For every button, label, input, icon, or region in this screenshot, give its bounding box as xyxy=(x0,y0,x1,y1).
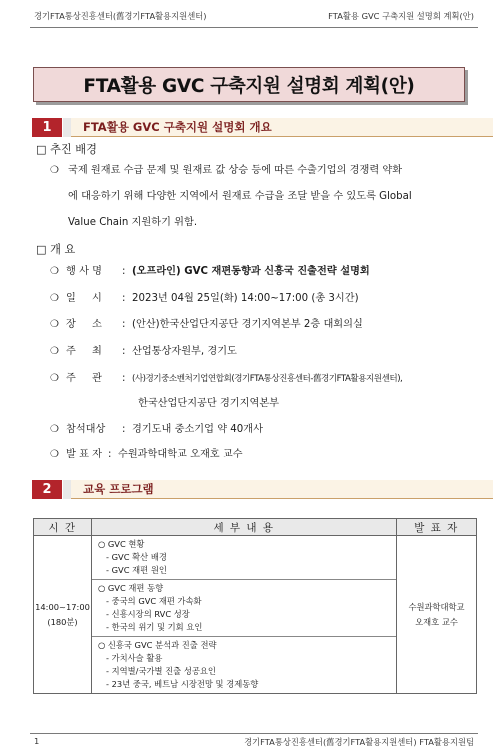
item-colon: : xyxy=(122,319,126,330)
item-label: 참석대상 xyxy=(66,424,106,435)
session-item: - 가치사슬 활용 xyxy=(106,653,163,663)
item-value: (사)경기중소벤처기업연합회(경기FTA통상진흥센터-舊경기FTA활용지원센터), xyxy=(132,374,403,384)
item-colon: : xyxy=(122,266,126,277)
background-line: 국제 원재료 수급 문제 및 원재료 값 상승 등에 따른 수출기업의 경쟁력 약화 xyxy=(68,165,403,176)
item-value: 수원과학대학교 오재호 교수 xyxy=(118,449,243,460)
details-cell xyxy=(92,536,397,694)
program-table xyxy=(33,518,477,694)
document-title-box xyxy=(33,67,465,102)
item-colon: : xyxy=(122,293,126,304)
section-title: 교육 프로그램 xyxy=(71,480,493,499)
circle-bullet-icon: ❍ xyxy=(50,346,59,357)
session-title: ○ GVC 재편 동향 xyxy=(98,583,164,593)
item-value: 경기도내 중소기업 약 40개사 xyxy=(132,424,263,435)
session-item: - 중국의 GVC 재편 가속화 xyxy=(106,596,202,606)
section-number: 2 xyxy=(32,480,62,499)
background-line: 에 대응하기 위해 다양한 지역에서 원재료 수급을 조달 받을 수 있도록 Global xyxy=(68,191,412,202)
item-colon: : xyxy=(122,373,126,384)
column-header-speaker: 발 표 자 xyxy=(397,519,477,536)
item-colon: : xyxy=(122,346,126,357)
item-label: 일 시 xyxy=(66,293,102,304)
document-title: FTA활용 GVC 구축지원 설명회 계획(안) xyxy=(83,75,415,97)
circle-bullet-icon: ❍ xyxy=(50,424,59,435)
item-label: 주 최 xyxy=(66,346,102,357)
session-item: - GVC 확산 배경 xyxy=(106,552,167,562)
header-organization: 경기FTA통상진흥센터(舊경기FTA활용지원센터) xyxy=(34,11,207,21)
session-block xyxy=(92,580,396,637)
item-label: 장 소 xyxy=(66,319,102,330)
speaker-affiliation: 수원과학대학교 xyxy=(408,601,465,612)
item-value: 2023년 04월 25일(화) 14:00~17:00 (총 3시간) xyxy=(132,293,359,304)
item-value: (안산)한국산업단지공단 경기지역본부 2층 대회의실 xyxy=(132,319,363,330)
section-divider-bar xyxy=(63,118,71,137)
circle-bullet-icon: ❍ xyxy=(50,266,59,277)
item-value: 산업통상자원부, 경기도 xyxy=(132,346,237,357)
item-value-continued: 한국산업단지공단 경기지역본부 xyxy=(138,398,280,409)
page-number: 1 xyxy=(34,736,40,746)
section-number: 1 xyxy=(32,118,62,137)
item-label: 주 관 xyxy=(66,373,102,384)
session-item: - 신흥시장의 RVC 성장 xyxy=(106,609,190,619)
duration: (180분) xyxy=(47,616,78,627)
item-value: (오프라인) GVC 재편동향과 신흥국 진출전략 설명회 xyxy=(132,266,370,277)
overview-heading: □ 개 요 xyxy=(36,243,76,256)
circle-bullet-icon: ❍ xyxy=(50,449,59,460)
footer-organization: 경기FTA통상진흥센터(舊경기FTA활용지원센터) FTA활용지원팀 xyxy=(244,737,474,747)
column-header-time: 시 간 xyxy=(34,519,92,536)
session-title: ○ GVC 현황 xyxy=(98,539,145,549)
circle-bullet-icon: ❍ xyxy=(50,165,59,176)
table-header-row xyxy=(34,519,477,536)
section-divider-bar xyxy=(63,480,71,499)
speaker-cell xyxy=(397,536,477,694)
page-footer xyxy=(34,736,474,750)
page-header xyxy=(34,8,474,24)
session-block xyxy=(92,536,396,580)
circle-bullet-icon: ❍ xyxy=(50,319,59,330)
item-label: 발 표 자 xyxy=(66,449,102,460)
session-title: ○ 신흥국 GVC 분석과 진출 전략 xyxy=(98,640,217,650)
item-label: 행 사 명 xyxy=(66,266,102,277)
session-item: - 23년 중국, 베트남 시장전망 및 경제동향 xyxy=(106,679,259,689)
speaker-name: 오재호 교수 xyxy=(415,616,458,627)
time-range: 14:00~17:00 xyxy=(35,601,90,612)
column-header-details: 세 부 내 용 xyxy=(92,519,397,536)
background-line: Value Chain 지원하기 위함. xyxy=(68,217,198,228)
session-item: - 지역별/국가별 진출 성공요인 xyxy=(106,666,216,676)
header-divider xyxy=(30,27,478,28)
circle-bullet-icon: ❍ xyxy=(50,373,59,384)
session-item: - GVC 재편 원인 xyxy=(106,565,167,575)
circle-bullet-icon: ❍ xyxy=(50,293,59,304)
time-cell xyxy=(34,536,92,694)
session-block xyxy=(92,637,396,693)
header-document-title: FTA활용 GVC 구축지원 설명회 계획(안) xyxy=(328,11,474,21)
session-item: - 한국의 위기 및 기회 요인 xyxy=(106,622,203,632)
item-colon: : xyxy=(122,424,126,435)
table-row xyxy=(34,536,477,694)
background-heading: □ 추진 배경 xyxy=(36,143,97,156)
section-title: FTA활용 GVC 구축지원 설명회 개요 xyxy=(71,118,493,137)
footer-divider xyxy=(30,733,478,734)
item-colon: : xyxy=(108,449,112,460)
